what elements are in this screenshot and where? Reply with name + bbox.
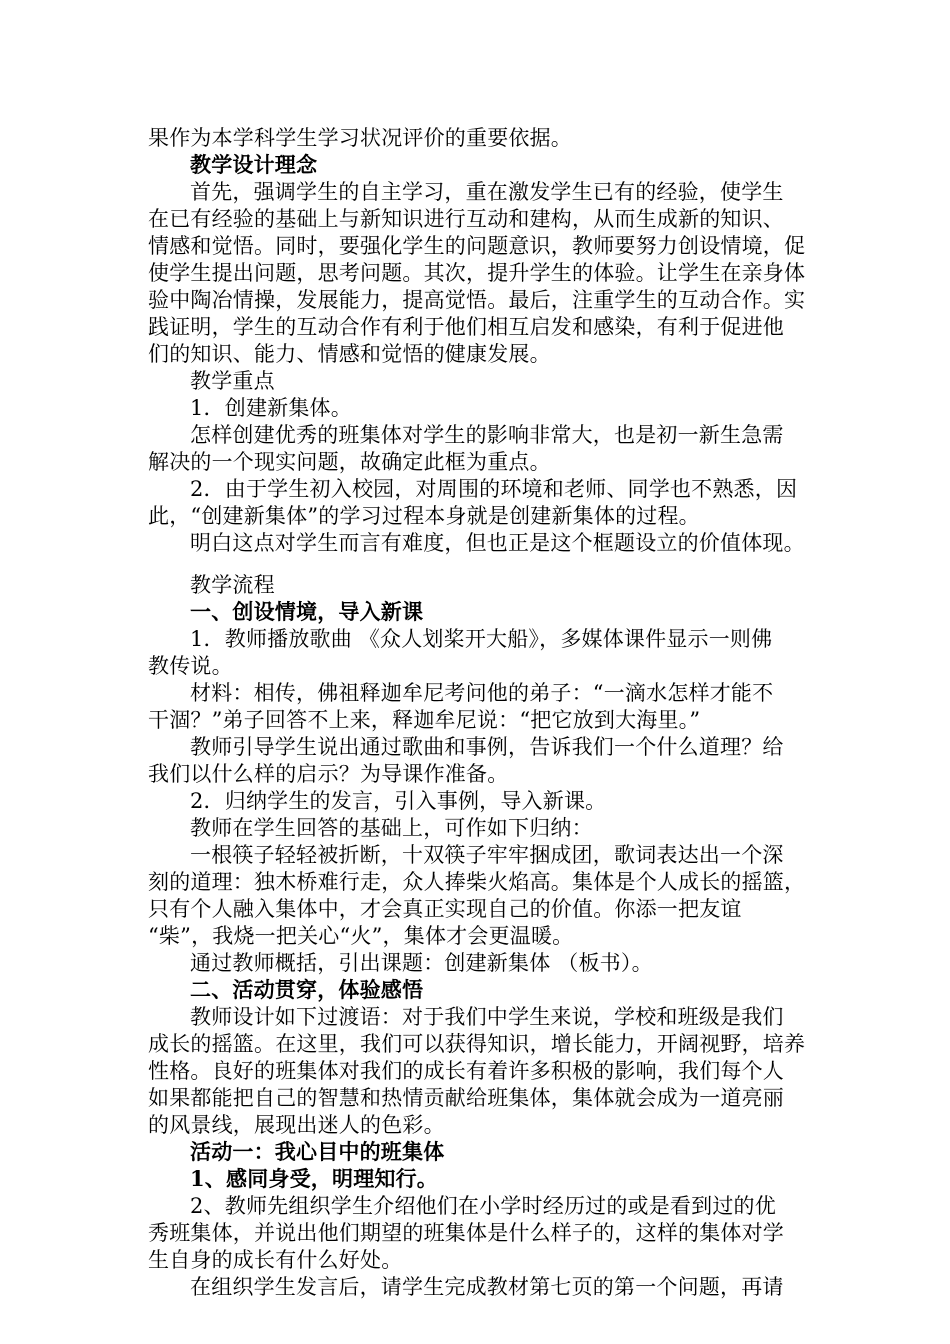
text-line: 性格。良好的班集体对我们的成长有着许多积极的影响，我们每个人: [148, 1059, 784, 1083]
text-line: 干涸？”弟子回答不上来，释迦牟尼说：“把它放到大海里。”: [148, 708, 701, 732]
paragraph-line: 材料：相传，佛祖释迦牟尼考问他的弟子：“一滴水怎样才能不: [190, 681, 774, 705]
text-line: 生自身的成长有什么好处。: [148, 1248, 403, 1272]
text-line: 刻的道理：独木桥难行走，众人捧柴火焰高。集体是个人成长的摇篮，: [148, 870, 806, 894]
activity-subheading: 1、感同身受，明理知行。: [190, 1166, 439, 1191]
paragraph-line: 怎样创建优秀的班集体对学生的影响非常大，也是初一新生急需: [190, 423, 784, 447]
activity-heading: 活动一：我心目中的班集体: [190, 1139, 445, 1164]
text-line: 的风景线，展现出迷人的色彩。: [148, 1113, 445, 1137]
section-heading: 教学设计理念: [190, 152, 318, 177]
text-line: “柴”，我烧一把关心“火”，集体才会更温暖。: [148, 924, 574, 948]
paragraph-line: 通过教师概括，引出课题：创建新集体 （板书）。: [190, 951, 653, 975]
paragraph-line: 教师设计如下过渡语：对于我们中学生来说，学校和班级是我们: [190, 1005, 784, 1029]
paragraph-line: 教师在学生回答的基础上，可作如下归纳：: [190, 816, 593, 840]
text-line: 如果都能把自己的智慧和热情贡献给班集体，集体就会成为一道亮丽: [148, 1086, 784, 1110]
paragraph-line: 一根筷子轻轻被折断，十双筷子牢牢捆成团，歌词表达出一个深: [190, 843, 784, 867]
text-line: 秀班集体，并说出他们期望的班集体是什么样子的，这样的集体对学: [148, 1221, 784, 1245]
text-line: 果作为本学科学生学习状况评价的重要依据。: [148, 126, 572, 150]
text-line: 使学生提出问题，思考问题。其次，提升学生的体验。让学生在亲身体: [148, 261, 806, 285]
section-heading: 教学流程: [190, 573, 275, 597]
text-line: 情感和觉悟。同时，要强化学生的问题意识，教师要努力创设情境，促: [148, 234, 806, 258]
section-heading-1: 一、创设情境，导入新课: [190, 599, 424, 624]
numbered-item: 2、教师先组织学生介绍他们在小学时经历过的或是看到过的优: [190, 1194, 776, 1218]
text-line: 教传说。: [148, 654, 233, 678]
section-heading-2: 二、活动贯穿，体验感悟: [190, 977, 424, 1002]
numbered-item: 2．由于学生初入校园，对周围的环境和老师、同学也不熟悉，因: [190, 477, 798, 501]
paragraph-line: 在组织学生发言后，请学生完成教材第七页的第一个问题，再请: [190, 1275, 784, 1299]
text-line: 只有个人融入集体中，才会真正实现自己的价值。你添一把友谊: [148, 897, 742, 921]
text-line: 我们以什么样的启示？为导课作准备。: [148, 762, 509, 786]
numbered-item: 2．归纳学生的发言，引入事例，导入新课。: [190, 789, 607, 813]
text-line: 成长的摇篮。在这里，我们可以获得知识，增长能力，开阔视野，培养: [148, 1032, 806, 1056]
numbered-item: 1．教师播放歌曲 《众人划桨开大船》，多媒体课件显示一则佛: [190, 627, 773, 651]
text-line: 此，“创建新集体”的学习过程本身就是创建新集体的过程。: [148, 504, 700, 528]
text-line: 验中陶冶情操，发展能力，提高觉悟。最后，注重学生的互动合作。实: [148, 288, 806, 312]
paragraph-line: 教师引导学生说出通过歌曲和事例，告诉我们一个什么道理？给: [190, 735, 784, 759]
section-heading: 教学重点: [190, 369, 275, 393]
text-line: 们的知识、能力、情感和觉悟的健康发展。: [148, 342, 551, 366]
text-line: 在已有经验的基础上与新知识进行互动和建构，从而生成新的知识、: [148, 207, 784, 231]
text-line: 践证明，学生的互动合作有利于他们相互启发和感染，有利于促进他: [148, 315, 784, 339]
paragraph-line: 明白这点对学生而言有难度，但也正是这个框题设立的价值体现。: [190, 531, 805, 555]
paragraph-line: 首先，强调学生的自主学习，重在激发学生已有的经验，使学生: [190, 180, 784, 204]
text-line: 解决的一个现实问题，故确定此框为重点。: [148, 450, 551, 474]
numbered-item: 1．创建新集体。: [190, 396, 352, 420]
